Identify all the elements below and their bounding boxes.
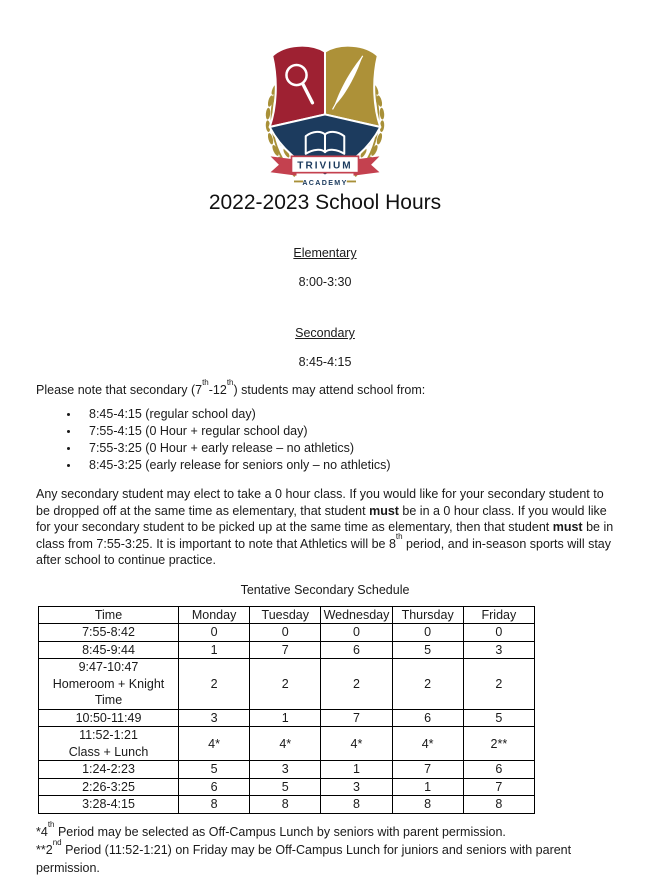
schedule-cell: 5 <box>463 709 534 727</box>
time-cell: 1:24-2:23 <box>39 761 179 779</box>
table-header-row <box>39 606 535 624</box>
schedule-cell: 5 <box>250 778 321 796</box>
schedule-cell: 1 <box>250 709 321 727</box>
secondary-heading: Secondary <box>295 326 355 340</box>
schedule-cell: 8 <box>463 796 534 814</box>
school-crest-icon <box>241 34 409 189</box>
logo-academy-text: ACADEMY <box>302 178 348 187</box>
schedule-table-body <box>39 624 535 814</box>
time-cell: 7:55-8:42 <box>39 624 179 642</box>
time-cell-sublabel: Homeroom + Knight Time <box>52 676 165 708</box>
schedule-cell: 2 <box>463 659 534 710</box>
schedule-cell: 3 <box>179 709 250 727</box>
list-item: • 8:45-3:25 (early release for seniors only – no athletics) <box>80 457 614 474</box>
time-cell: 2:26-3:25 <box>39 778 179 796</box>
schedule-cell: 0 <box>321 624 392 642</box>
schedule-cell: 5 <box>392 641 463 659</box>
schedule-cell: 1 <box>179 641 250 659</box>
table-row <box>39 796 535 814</box>
column-header: Monday <box>179 606 250 624</box>
column-header: Friday <box>463 606 534 624</box>
schedule-cell: 3 <box>463 641 534 659</box>
schedule-cell: 0 <box>250 624 321 642</box>
schedule-cell: 6 <box>179 778 250 796</box>
table-row <box>39 659 535 710</box>
elementary-hours: 8:00-3:30 <box>298 275 352 289</box>
table-row <box>39 727 535 761</box>
schedule-cell: 3 <box>250 761 321 779</box>
schedule-cell: 4* <box>250 727 321 761</box>
schedule-cell: 2 <box>250 659 321 710</box>
schedule-cell: 0 <box>179 624 250 642</box>
time-cell: 11:52-1:21 Class + Lunch <box>39 727 179 761</box>
ribbon-banner <box>271 156 380 186</box>
schedule-table <box>38 606 535 814</box>
time-cell: 8:45-9:44 <box>39 641 179 659</box>
schedule-cell: 0 <box>392 624 463 642</box>
schedule-cell: 1 <box>392 778 463 796</box>
schedule-cell: 7 <box>250 641 321 659</box>
schedule-cell: 5 <box>179 761 250 779</box>
column-header: Thursday <box>392 606 463 624</box>
schedule-cell: 6 <box>463 761 534 779</box>
time-cell-sublabel: Class + Lunch <box>68 744 149 759</box>
table-row <box>39 624 535 642</box>
schedule-cell: 8 <box>392 796 463 814</box>
column-header: Wednesday <box>321 606 392 624</box>
schedule-cell: 6 <box>321 641 392 659</box>
schedule-cell: 2 <box>179 659 250 710</box>
schedule-cell: 2 <box>321 659 392 710</box>
table-row <box>39 709 535 727</box>
time-cell: 3:28-4:15 <box>39 796 179 814</box>
footnote-friday: **2nd Period (11:52-1:21) on Friday may be Off-Campus Lunch for juniors and seniors with parent permission. <box>36 838 572 875</box>
table-row <box>39 778 535 796</box>
intro-paragraph: Please note that secondary (7th-12th) students may attend school from: <box>36 378 426 397</box>
table-row <box>39 641 535 659</box>
footnote-seniors: *4th Period may be selected as Off-Campus Lunch by seniors with parent permission. <box>36 820 506 839</box>
attendance-options-list <box>36 406 614 475</box>
schedule-cell: 2** <box>463 727 534 761</box>
schedule-cell: 3 <box>321 778 392 796</box>
time-cell: 9:47-10:47 Homeroom + Knight Time <box>39 659 179 710</box>
list-item: • 7:55-3:25 (0 Hour + early release – no athletics) <box>80 440 614 457</box>
time-cell: 10:50-11:49 <box>39 709 179 727</box>
schedule-cell: 8 <box>321 796 392 814</box>
schedule-cell: 6 <box>392 709 463 727</box>
schedule-cell: 8 <box>250 796 321 814</box>
schedule-cell: 1 <box>321 761 392 779</box>
elementary-heading: Elementary <box>293 246 357 260</box>
schedule-cell: 8 <box>179 796 250 814</box>
table-caption: Tentative Secondary Schedule <box>240 582 410 597</box>
schedule-cell: 4* <box>321 727 392 761</box>
schedule-cell: 7 <box>392 761 463 779</box>
list-item: • 8:45-4:15 (regular school day) <box>80 406 614 423</box>
list-item: • 7:55-4:15 (0 Hour + regular school day) <box>80 423 614 440</box>
school-logo <box>36 34 614 189</box>
column-header: Tuesday <box>250 606 321 624</box>
schedule-cell: 0 <box>463 624 534 642</box>
schedule-cell: 7 <box>321 709 392 727</box>
logo-trivium-text: TRIVIUM <box>297 160 353 172</box>
secondary-hours: 8:45-4:15 <box>298 355 352 369</box>
table-row <box>39 761 535 779</box>
column-header: Time <box>39 606 179 624</box>
schedule-cell: 4* <box>179 727 250 761</box>
schedule-cell: 4* <box>392 727 463 761</box>
page-title: 2022-2023 School Hours <box>208 191 442 214</box>
schedule-cell: 7 <box>463 778 534 796</box>
schedule-cell: 2 <box>392 659 463 710</box>
zero-hour-paragraph: Any secondary student may elect to take a 0 hour class. If you would like for your secondary student to be dropped off at the same time as elementary, that student must be in a 0 hour class. If you would like for your secondary student to be picked up at the same time as elementary, then that student must be in class from 7:55-3:25. It is important to note that Athletics will be 8th period, and in-season sports will stay after school to continue practice. <box>36 487 614 568</box>
